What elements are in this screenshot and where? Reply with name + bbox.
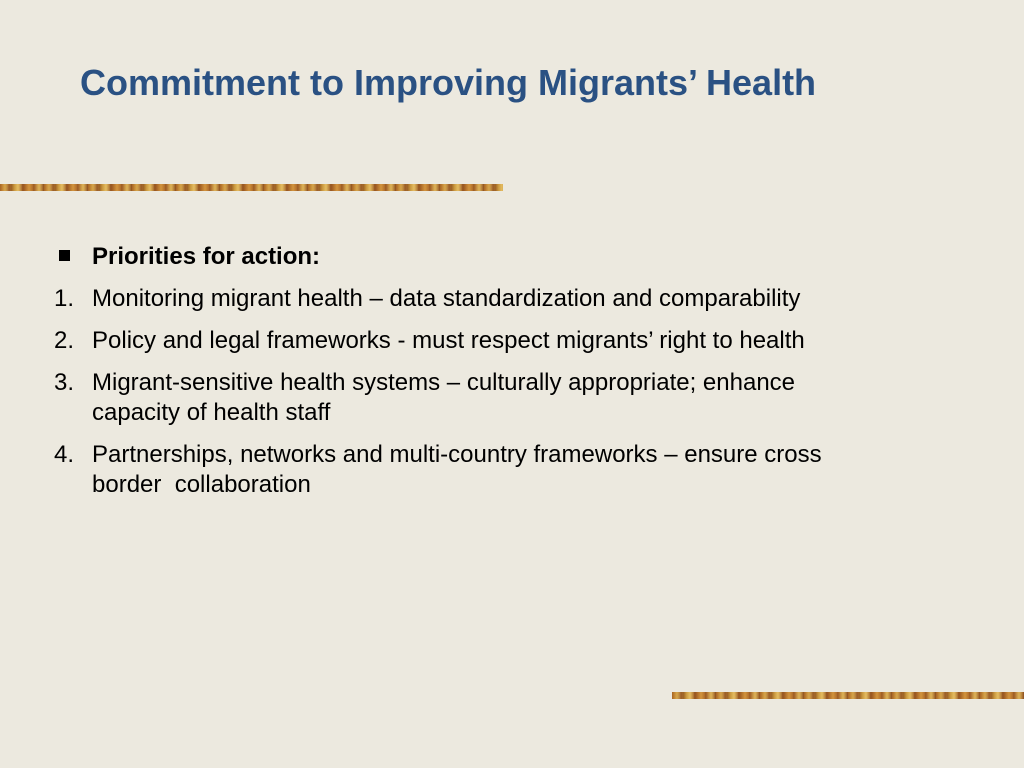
list-item-text-line: Migrant-sensitive health systems – culturally appropriate; enhance bbox=[92, 369, 796, 396]
list-item-number: 4. bbox=[54, 441, 75, 468]
list-item-text-line: capacity of health staff bbox=[92, 399, 331, 426]
list-item-text-line: Monitoring migrant health – data standardization and comparability bbox=[92, 285, 801, 312]
list-item-number: 1. bbox=[54, 285, 75, 312]
decorative-band-top bbox=[0, 184, 503, 191]
bullet-heading: Priorities for action: bbox=[92, 243, 321, 270]
list-item-number: 2. bbox=[54, 327, 75, 354]
list-item-text-line: border collaboration bbox=[92, 471, 311, 498]
list-item-text-line: Partnerships, networks and multi-country frameworks – ensure cross bbox=[92, 441, 822, 468]
list-item-text-line: Policy and legal frameworks - must respect migrants’ right to health bbox=[92, 327, 805, 354]
list-item-number: 3. bbox=[54, 369, 75, 396]
square-bullet-icon bbox=[59, 250, 70, 261]
slide-title: Commitment to Improving Migrants’ Health bbox=[80, 62, 817, 103]
decorative-band-bottom bbox=[672, 692, 1024, 699]
